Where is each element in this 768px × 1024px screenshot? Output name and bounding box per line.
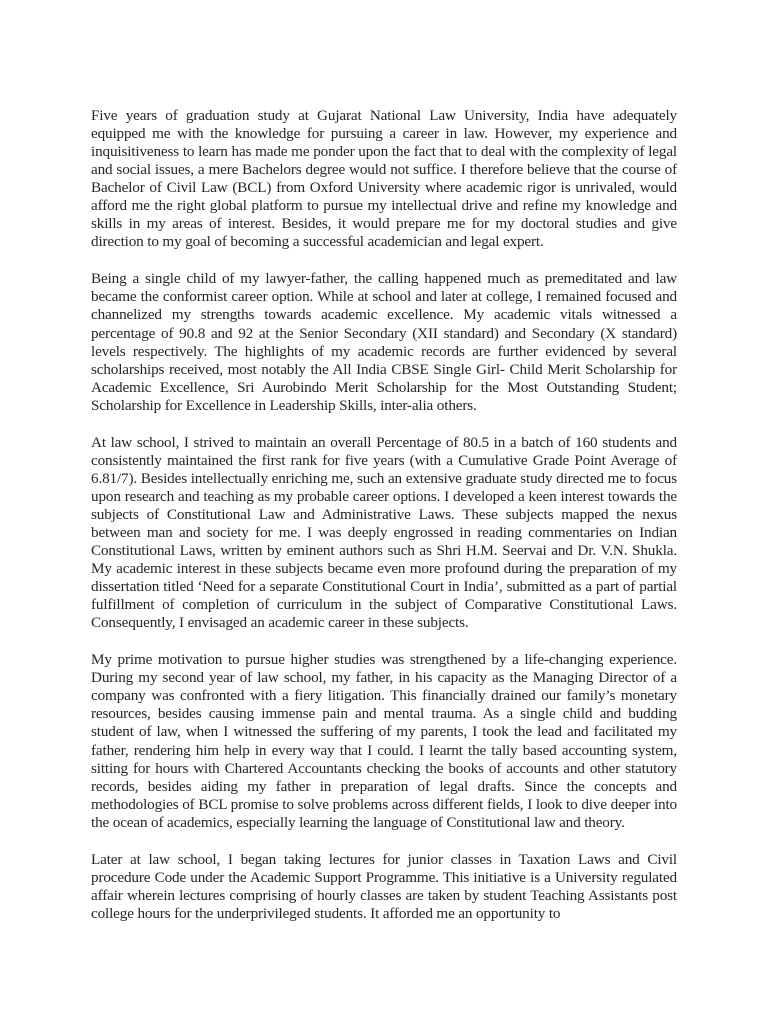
paragraph-4: My prime motivation to pursue higher studies was strengthened by a life-changing experience. During my second year of law school, my father, in his capacity as the Managing Director of a company was confronted with a fiery litigation. This financially drained our family’s monetary resources, besides causing immense pain and mental trauma. As a single child and budding student of law, when I witnessed the suffering of my parents, I took the lead and facilitated my father, rendering him help in every way that I could. I learnt the tally based accounting system, sitting for hours with Chartered Accountants checking the books of accounts and other statutory records, besides aiding my father in preparation of legal drafts. Since the concepts and methodologies of BCL promise to solve problems across different fields, I look to dive deeper into the ocean of academics, especially learning the language of Constitutional law and theory. [91,651,677,831]
paragraph-2: Being a single child of my lawyer-father, the calling happened much as premeditated and law became the conformist career option. While at school and later at college, I remained focused and channelized my strengths towards academic excellence. My academic vitals witnessed a percentage of 90.8 and 92 at the Senior Secondary (XII standard) and Secondary (X standard) levels respectively. The highlights of my academic records are further evidenced by several scholarships received, most notably the All India CBSE Single Girl- Child Merit Scholarship for Academic Excellence, Sri Aurobindo Merit Scholarship for the Most Outstanding Student; Scholarship for Excellence in Leadership Skills, inter-alia others. [91,270,677,414]
paragraph-1: Five years of graduation study at Gujarat National Law University, India have adequately equipped me with the knowledge for pursuing a career in law. However, my experience and inquisitiveness to learn has made me ponder upon the fact that to deal with the complexity of legal and social issues, a mere Bachelors degree would not suffice. I therefore believe that the course of Bachelor of Civil Law (BCL) from Oxford University where academic rigor is unrivaled, would afford me the right global platform to pursue my intellectual drive and refine my knowledge and skills in my areas of interest. Besides, it would prepare me for my doctoral studies and give direction to my goal of becoming a successful academician and legal expert. [91,107,677,251]
document-body [91,107,677,923]
paragraph-5: Later at law school, I began taking lectures for junior classes in Taxation Laws and Civil procedure Code under the Academic Support Programme. This initiative is a University regulated affair wherein lectures comprising of hourly classes are taken by student Teaching Assistants post college hours for the underprivileged students. It afforded me an opportunity to [91,850,677,922]
paragraph-3: At law school, I strived to maintain an overall Percentage of 80.5 in a batch of 160 students and consistently maintained the first rank for five years (with a Cumulative Grade Point Average of 6.81/7). Besides intellectually enriching me, such an extensive graduate study directed me to focus upon research and teaching as my probable career options. I developed a keen interest towards the subjects of Constitutional Law and Administrative Laws. These subjects mapped the nexus between man and society for me. I was deeply engrossed in reading commentaries on Indian Constitutional Laws, written by eminent authors such as Shri H.M. Seervai and Dr. V.N. Shukla. My academic interest in these subjects became even more profound during the preparation of my dissertation titled ‘Need for a separate Constitutional Court in India’, submitted as a part of partial fulfillment of completion of curriculum in the subject of Comparative Constitutional Laws. Consequently, I envisaged an academic career in these subjects. [91,433,677,632]
